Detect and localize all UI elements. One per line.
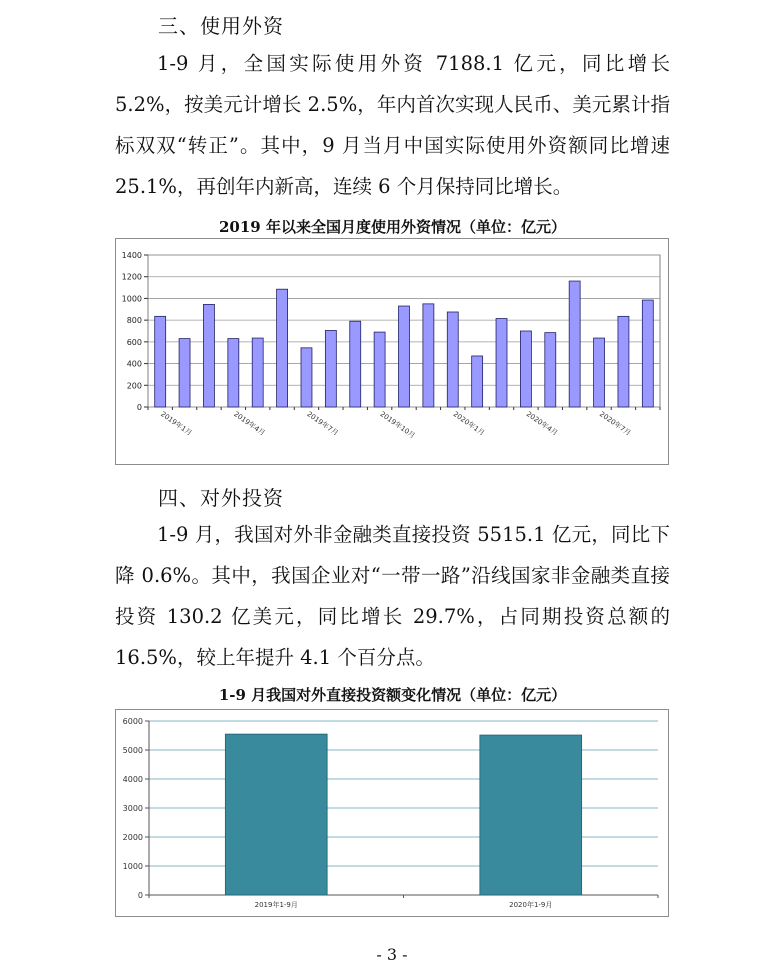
chart-title-outbound-investment: 1-9 月我国对外直接投资额变化情况（单位：亿元） <box>218 686 567 704</box>
y-tick-label: 0 <box>136 403 142 412</box>
bar <box>496 319 507 407</box>
outbound-investment-chart <box>115 709 669 917</box>
monthly-fdi-chart-svg <box>116 239 668 464</box>
bar <box>447 312 458 407</box>
bar <box>642 300 653 407</box>
y-tick-label: 1000 <box>122 862 143 871</box>
paragraph-text: 1-9 月，我国对外非金融类直接投资 5515.1 亿元，同比下降 0.6%。其中，我国企业对“一带一路”沿线国家非金融类直接投资 130.2 亿美元，同比增长 29.7%，占同期投资总额的 16.5%，较上年提升 4.1 个百分点。 <box>115 523 670 669</box>
bar <box>203 304 214 407</box>
x-tick-label: 2020年7月 <box>597 410 633 438</box>
y-tick-label: 6000 <box>122 717 143 726</box>
bar <box>225 734 327 895</box>
outbound-investment-chart-svg <box>116 710 668 916</box>
bar <box>350 321 361 407</box>
bar <box>301 348 312 407</box>
y-tick-label: 2000 <box>122 833 143 842</box>
x-tick-label: 2019年1月 <box>159 410 194 438</box>
x-tick-label: 2019年1-9月 <box>254 901 298 909</box>
bar <box>228 339 239 407</box>
bar <box>155 316 166 407</box>
bar <box>545 333 556 407</box>
bar <box>325 330 336 407</box>
y-tick-label: 1000 <box>121 294 142 304</box>
paragraph-foreign-investment <box>115 43 670 207</box>
x-tick-label: 2019年4月 <box>232 410 267 438</box>
bar <box>277 289 288 407</box>
monthly-fdi-chart <box>115 238 669 465</box>
section-heading-foreign-investment: 三、使用外资 <box>158 14 284 38</box>
bar <box>594 338 605 407</box>
y-tick-label: 3000 <box>122 804 143 813</box>
y-tick-label: 1400 <box>121 251 142 260</box>
y-tick-label: 600 <box>126 337 142 347</box>
bar <box>480 735 582 895</box>
y-tick-label: 5000 <box>122 746 143 755</box>
section-heading-outbound-investment: 四、对外投资 <box>158 486 284 510</box>
y-tick-label: 200 <box>126 381 142 391</box>
x-tick-label: 2020年1-9月 <box>509 901 553 909</box>
paragraph-text: 1-9 月，全国实际使用外资 7188.1 亿元，同比增长 5.2%，按美元计增长 2.5%，年内首次实现人民币、美元累计指标双双“转正”。其中，9 月当月中国实际使用外资额同比增速 25.1%，再创年内新高，连续 6 个月保持同比增长。 <box>115 52 670 198</box>
y-tick-label: 0 <box>137 891 143 900</box>
bar <box>252 338 263 407</box>
x-tick-label: 2019年7月 <box>305 410 340 438</box>
x-tick-label: 2020年1月 <box>451 410 486 438</box>
bar <box>399 306 410 407</box>
y-tick-label: 800 <box>126 316 142 326</box>
paragraph-outbound-investment <box>115 514 670 678</box>
y-tick-label: 1200 <box>121 272 142 282</box>
y-tick-label: 400 <box>126 359 142 369</box>
bar <box>618 316 629 407</box>
x-tick-label: 2019年10月 <box>378 410 417 441</box>
chart-title-monthly-fdi: 2019 年以来全国月度使用外资情况（单位：亿元） <box>219 218 566 236</box>
page-number: - 3 - <box>376 945 408 964</box>
y-tick-label: 4000 <box>122 775 143 784</box>
bar <box>520 331 531 407</box>
bar <box>569 281 580 407</box>
bar <box>374 332 385 407</box>
bar <box>423 304 434 407</box>
x-tick-label: 2020年4月 <box>524 410 560 438</box>
bar <box>179 339 190 407</box>
bar <box>472 356 483 407</box>
